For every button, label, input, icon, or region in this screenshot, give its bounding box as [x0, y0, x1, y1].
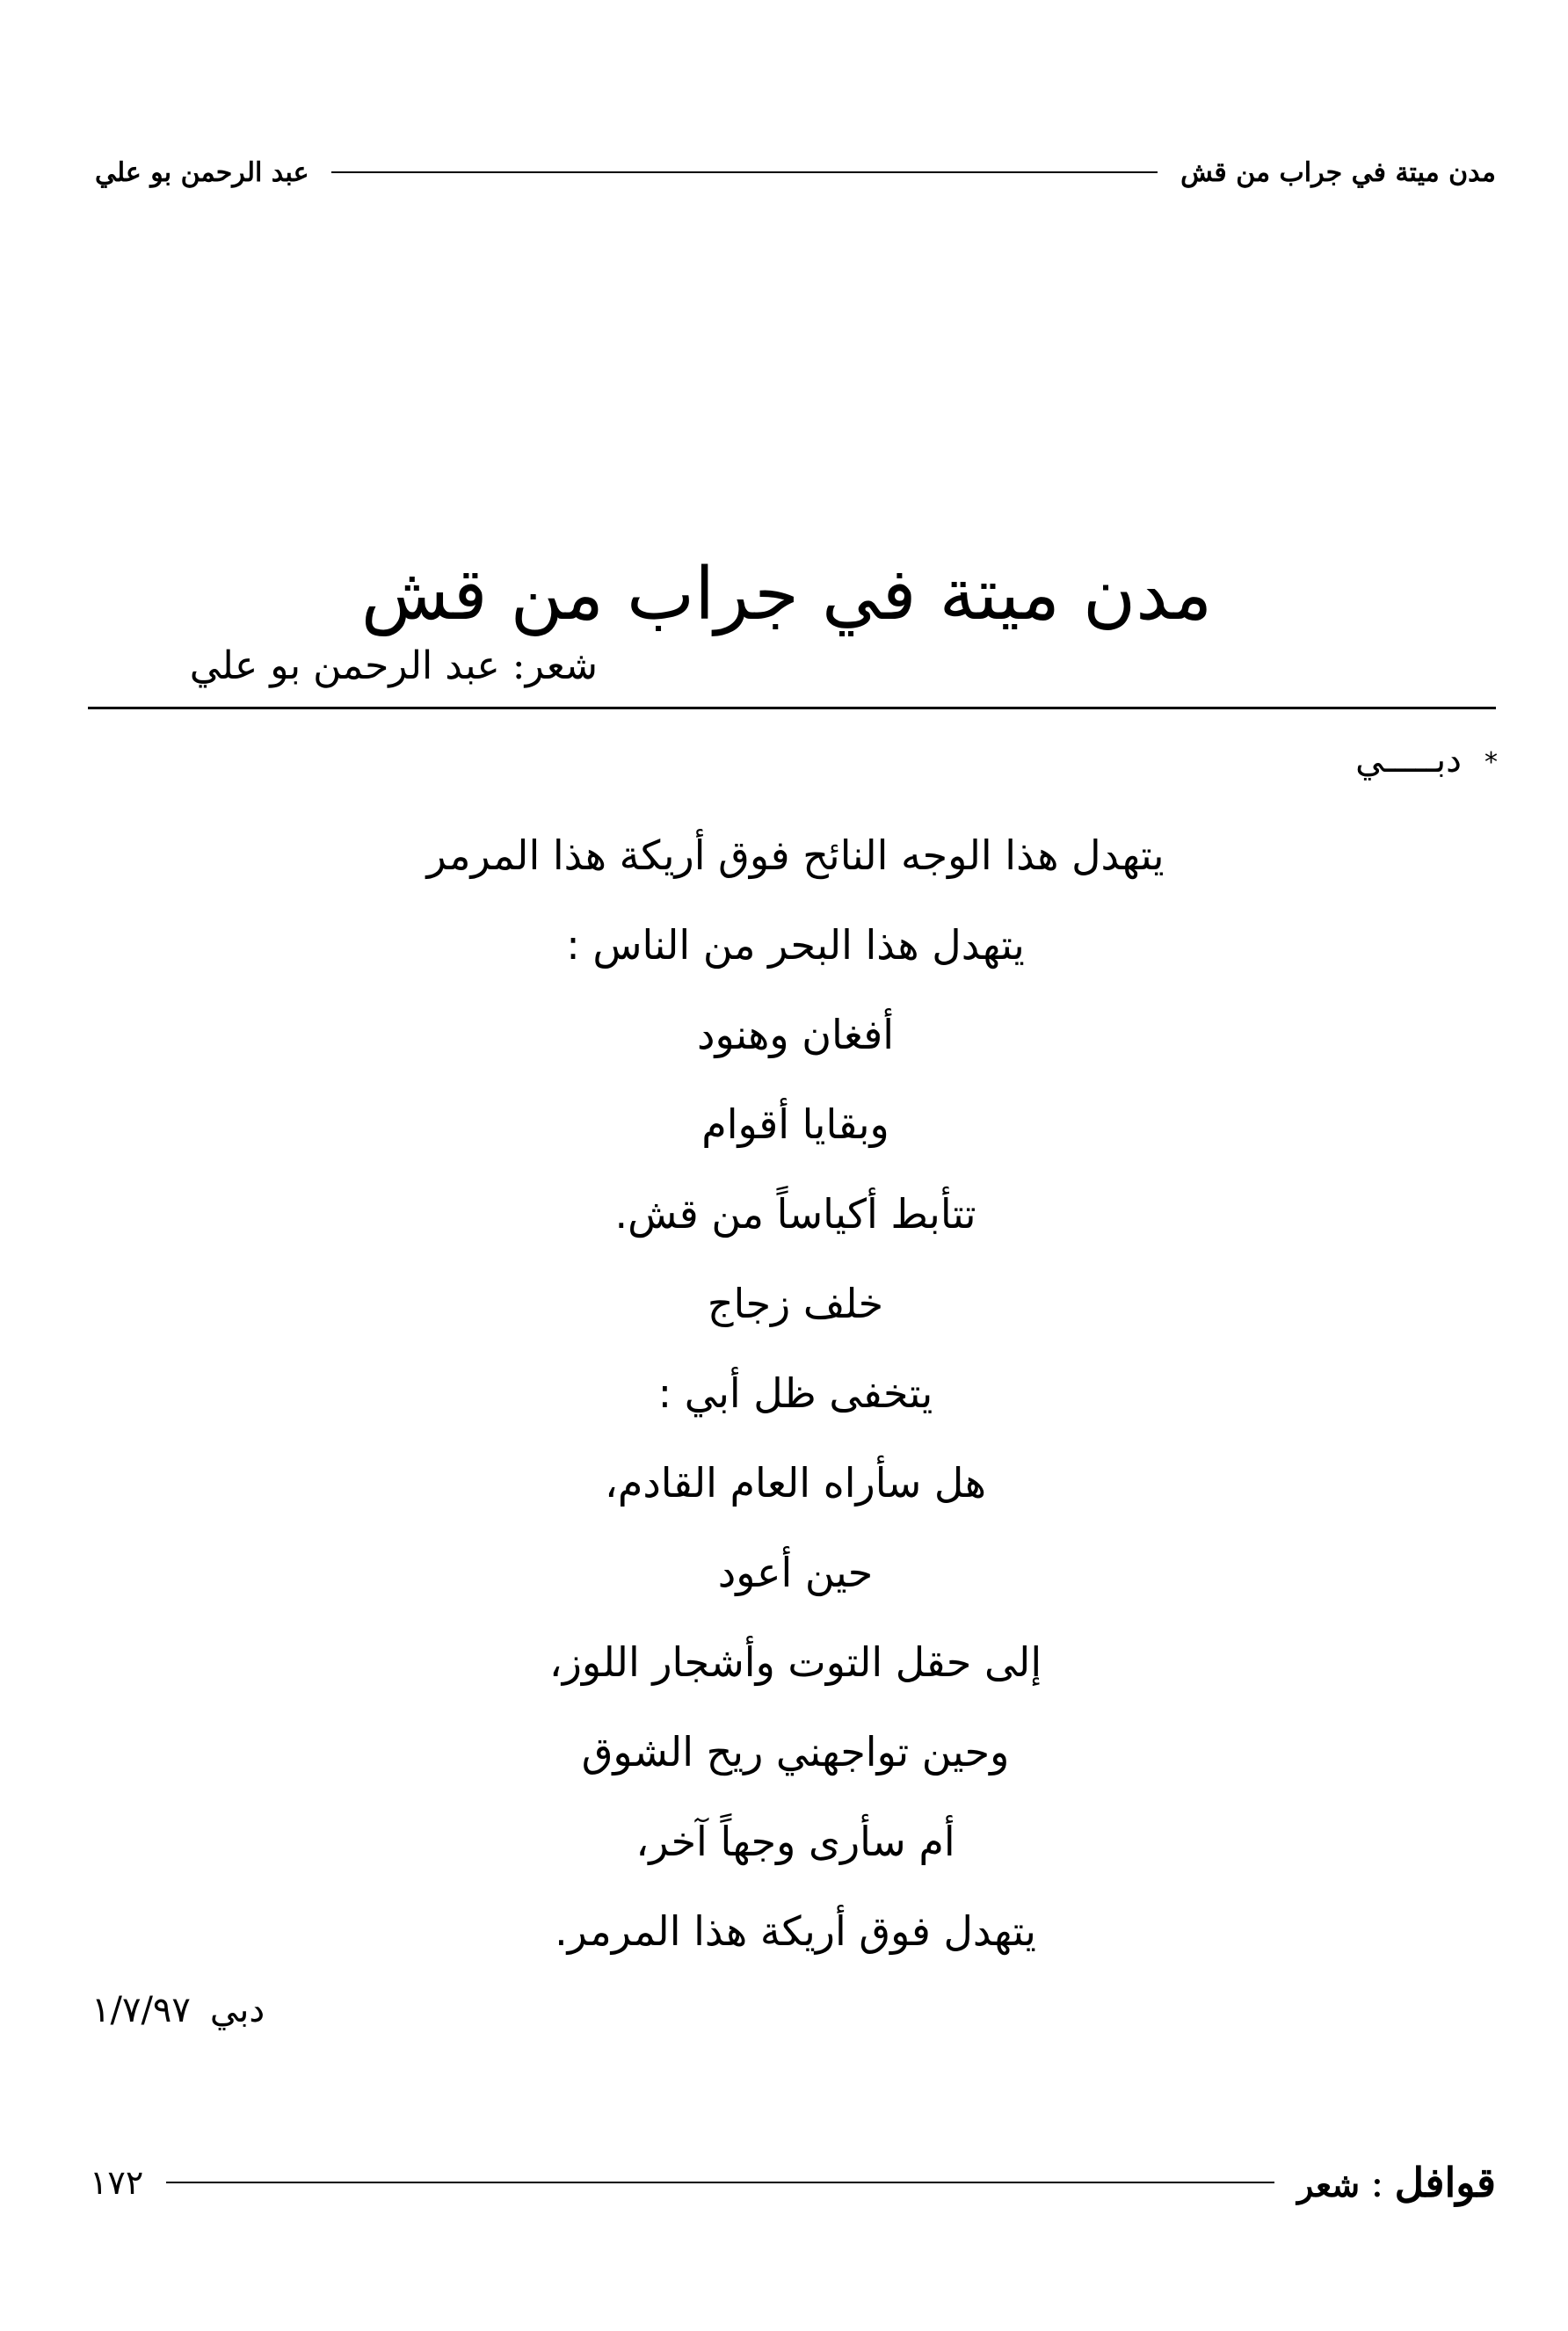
poem-line: تتأبط أكياساً من قش.	[614, 1190, 976, 1238]
poem-line: يتهدل فوق أريكة هذا المرمر.	[555, 1907, 1036, 1955]
poem-line: يتهدل هذا البحر من الناس :	[566, 921, 1025, 969]
title-divider	[88, 707, 1496, 709]
footer-separator: :	[1370, 2159, 1384, 2206]
poem-line: إلى حقل التوت وأشجار اللوز،	[548, 1638, 1042, 1686]
footer-book-label	[1297, 2159, 1496, 2206]
page-footer	[90, 2152, 1496, 2213]
poem-byline: شعر: عبد الرحمن بو علي	[189, 643, 598, 688]
poem-title: مدن ميتة في جراب من قش	[360, 553, 1213, 636]
poem-line: يتهدل هذا الوجه النائح فوق أريكة هذا المرمر	[426, 831, 1165, 879]
poem-line: حين أعود	[717, 1549, 874, 1596]
poem-body	[97, 810, 1494, 1976]
poem-line: وحين تواجهني ريح الشوق	[581, 1728, 1010, 1775]
dateline	[91, 1990, 265, 2030]
footer-book-name: قوافل	[1394, 2159, 1496, 2206]
poem-line: خلف زجاج	[707, 1280, 884, 1327]
poem-line: أفغان وهنود	[697, 1011, 894, 1058]
dateline-place: دبي	[209, 1990, 265, 2030]
page-number: ١٧٢	[90, 2163, 144, 2202]
poem-line: يتخفى ظل أبي :	[657, 1369, 933, 1417]
running-header-rule	[331, 171, 1158, 173]
poem-line: وبقايا أقوام	[701, 1100, 889, 1148]
running-header-author: عبد الرحمن بو علي	[95, 156, 309, 188]
running-header-book-title: مدن ميتة في جراب من قش	[1180, 156, 1496, 188]
running-header	[95, 148, 1496, 197]
footnote-asterisk: *	[1485, 746, 1498, 778]
footer-genre: شعر	[1297, 2165, 1361, 2204]
dateline-date: ١/٧/٩٧	[91, 1990, 191, 2030]
footer-rule	[166, 2182, 1274, 2183]
place-heading	[1355, 740, 1498, 781]
poem-line: أم سأرى وجهاً آخر،	[635, 1818, 955, 1865]
place-name: دبـــــي	[1355, 740, 1462, 781]
poem-line: هل سأراه العام القادم،	[605, 1459, 986, 1507]
